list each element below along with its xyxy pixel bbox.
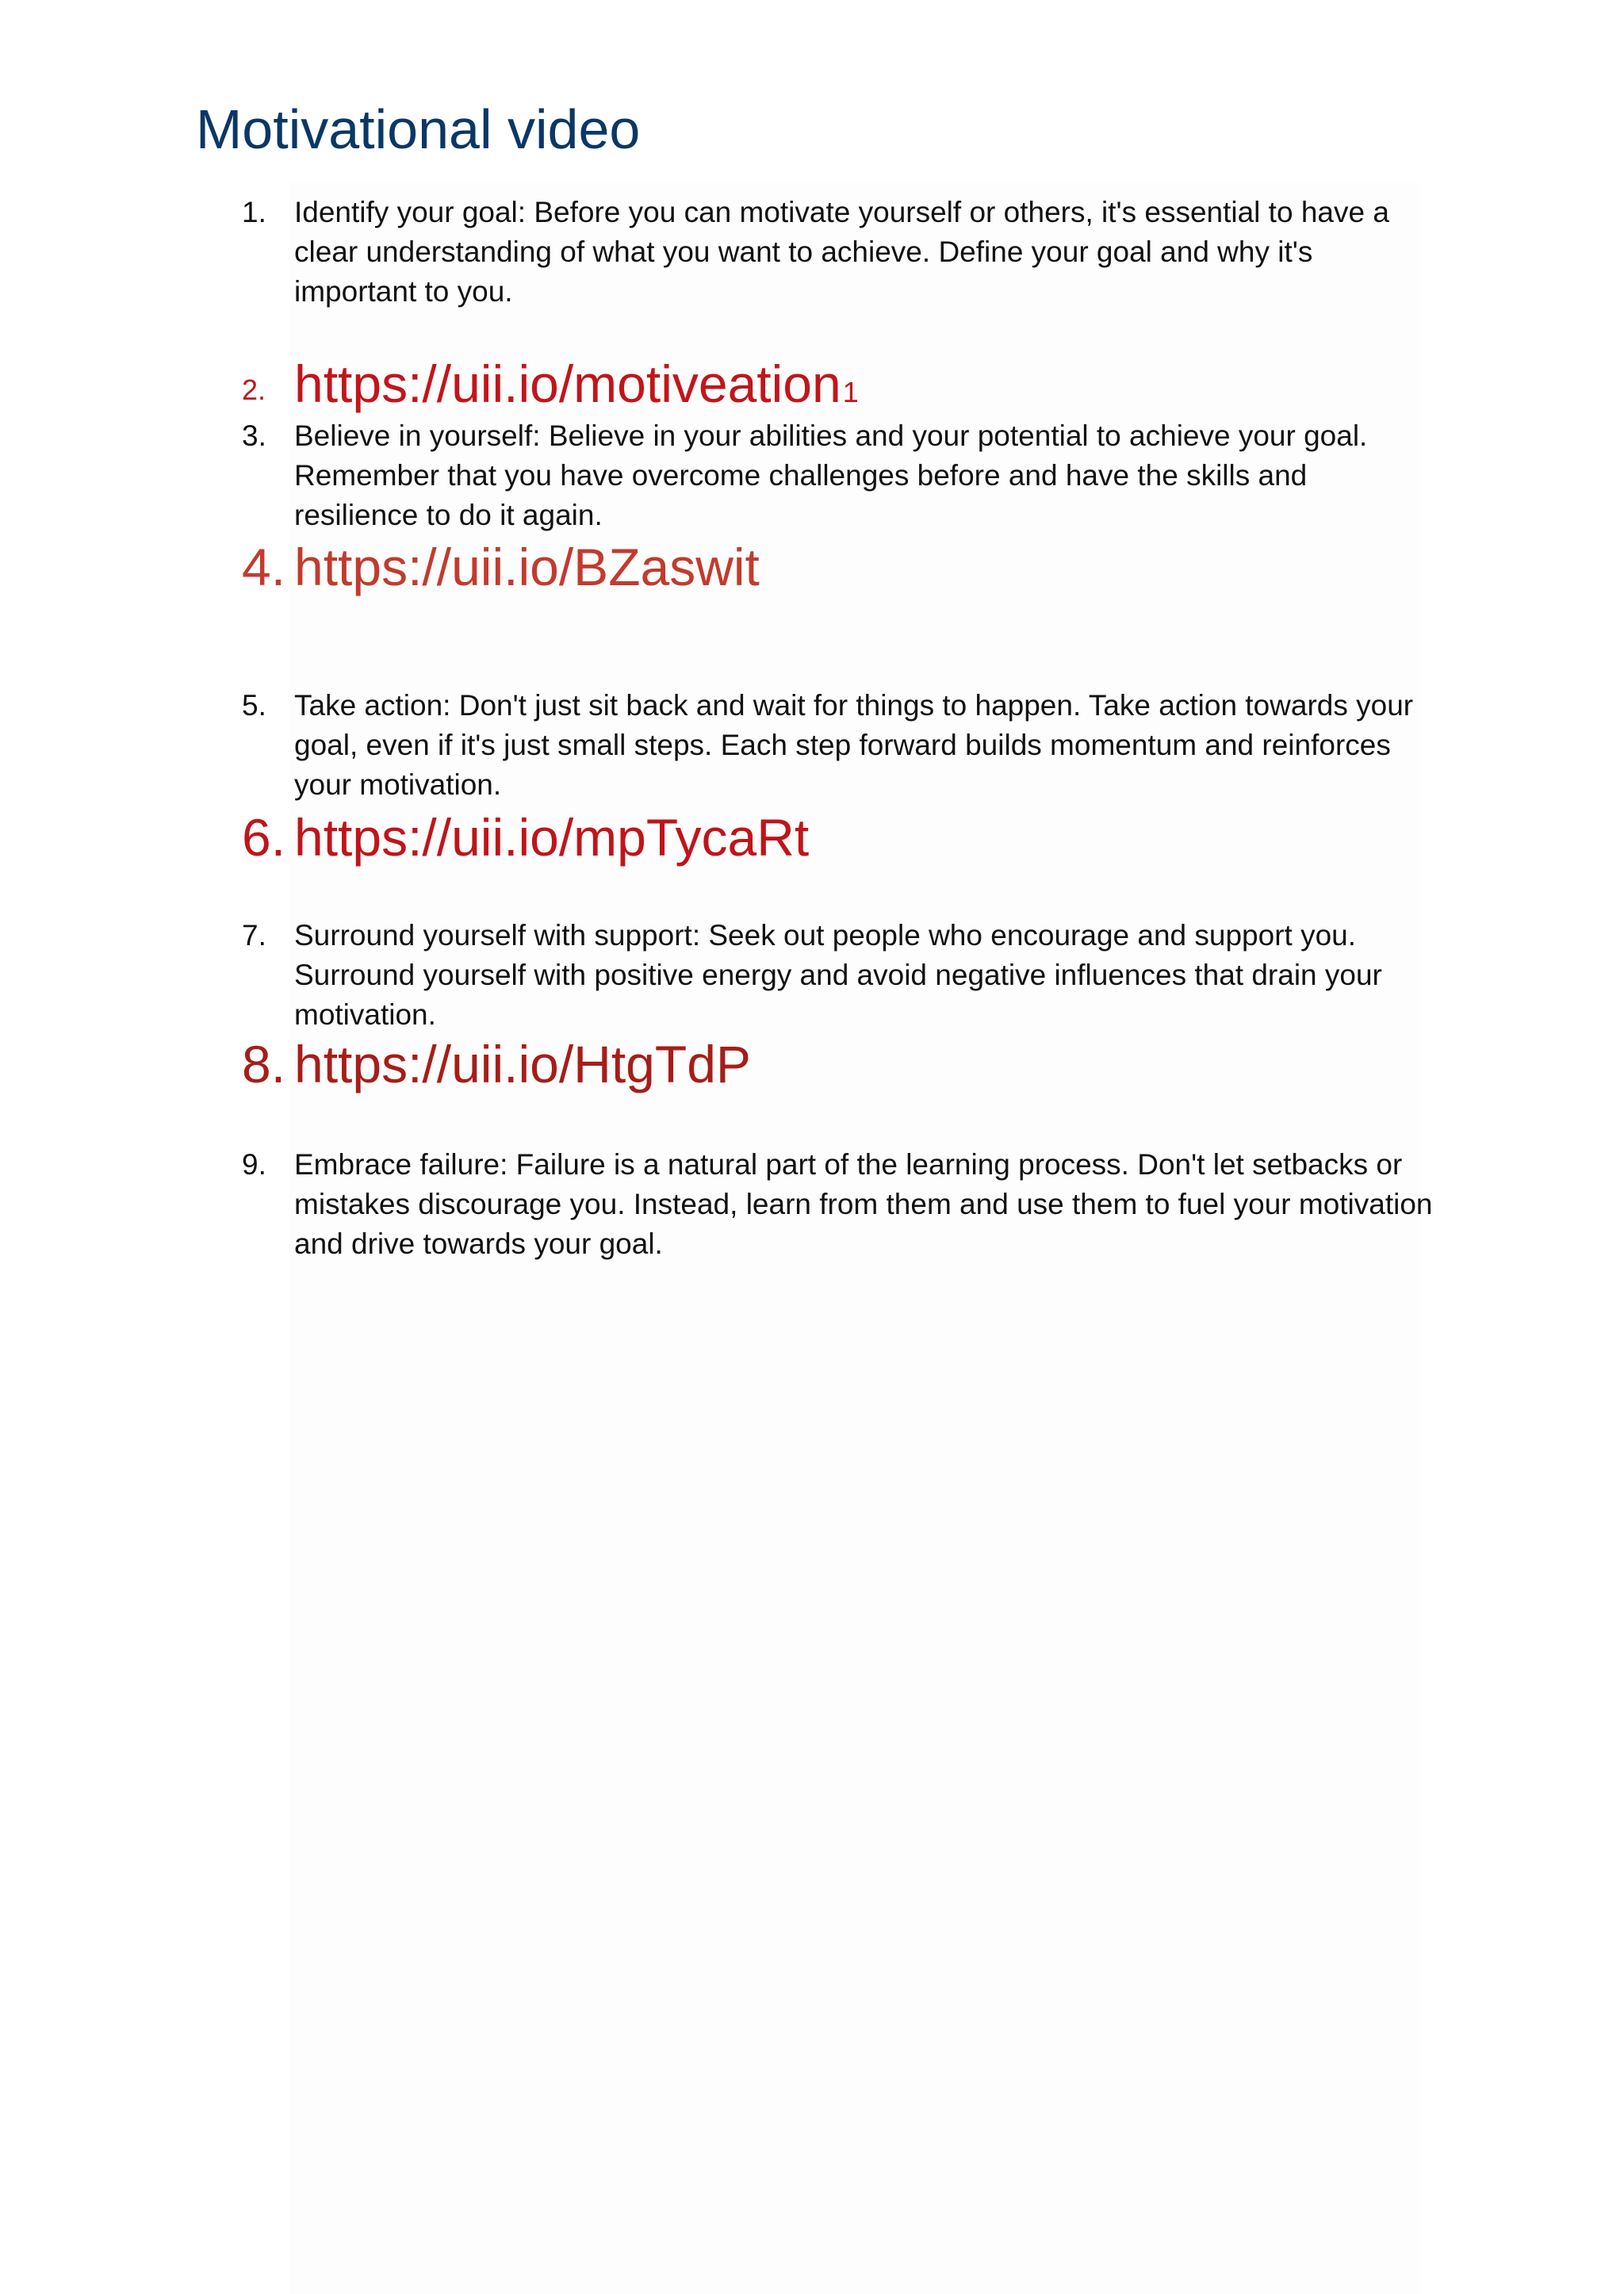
link-text[interactable]: https://uii.io/motiveation [294, 354, 841, 413]
list-item-text: Take action: Don't just sit back and wait for things to happen. Take action towards your goal, even if it's just small steps. Each step forward builds momentum and reinforces your motivation. [294, 689, 1414, 801]
list-item-number: 7. [242, 919, 266, 952]
motivation-link[interactable] [294, 354, 1444, 414]
list-item-text: Identify your goal: Before you can motivate yourself or others, it's essential to have a clear understanding of what you want to achieve. Define your goal and why it's important to you. [294, 196, 1389, 308]
list-item-number: 1. [242, 196, 266, 228]
bzaswit-link[interactable]: https://uii.io/BZaswit [294, 538, 760, 596]
list-item-number: 9. [242, 1148, 266, 1181]
list-item-number: 4. [242, 538, 286, 596]
list-item-text: Surround yourself with support: Seek out people who encourage and support you. Surround yourself with positive energy and avoid negative influences that drain your motivation. [294, 919, 1382, 1031]
link-suffix[interactable]: 1 [842, 376, 859, 408]
page-title: Motivational video [196, 98, 641, 160]
list-item-number: 6. [242, 808, 286, 867]
mptycart-link[interactable]: https://uii.io/mpTycaRt [294, 808, 810, 867]
list-item-text: Believe in yourself: Believe in your abilities and your potential to achieve your goal. Remember that you have overcome challenges before and have the skills and resilience to do it again. [294, 419, 1368, 531]
list-item-number: 5. [242, 689, 266, 722]
htgtdp-link[interactable]: https://uii.io/HtgTdP [294, 1035, 751, 1093]
list-item-text: Embrace failure: Failure is a natural part of the learning process. Don't let setbacks or mistakes discourage you. Instead, learn from them and use them to fuel your motivation and drive towards your goal. [294, 1148, 1433, 1260]
list-item-number: 8. [242, 1035, 286, 1093]
list-item-number: 2. [242, 373, 266, 406]
list-item-number: 3. [242, 419, 266, 452]
